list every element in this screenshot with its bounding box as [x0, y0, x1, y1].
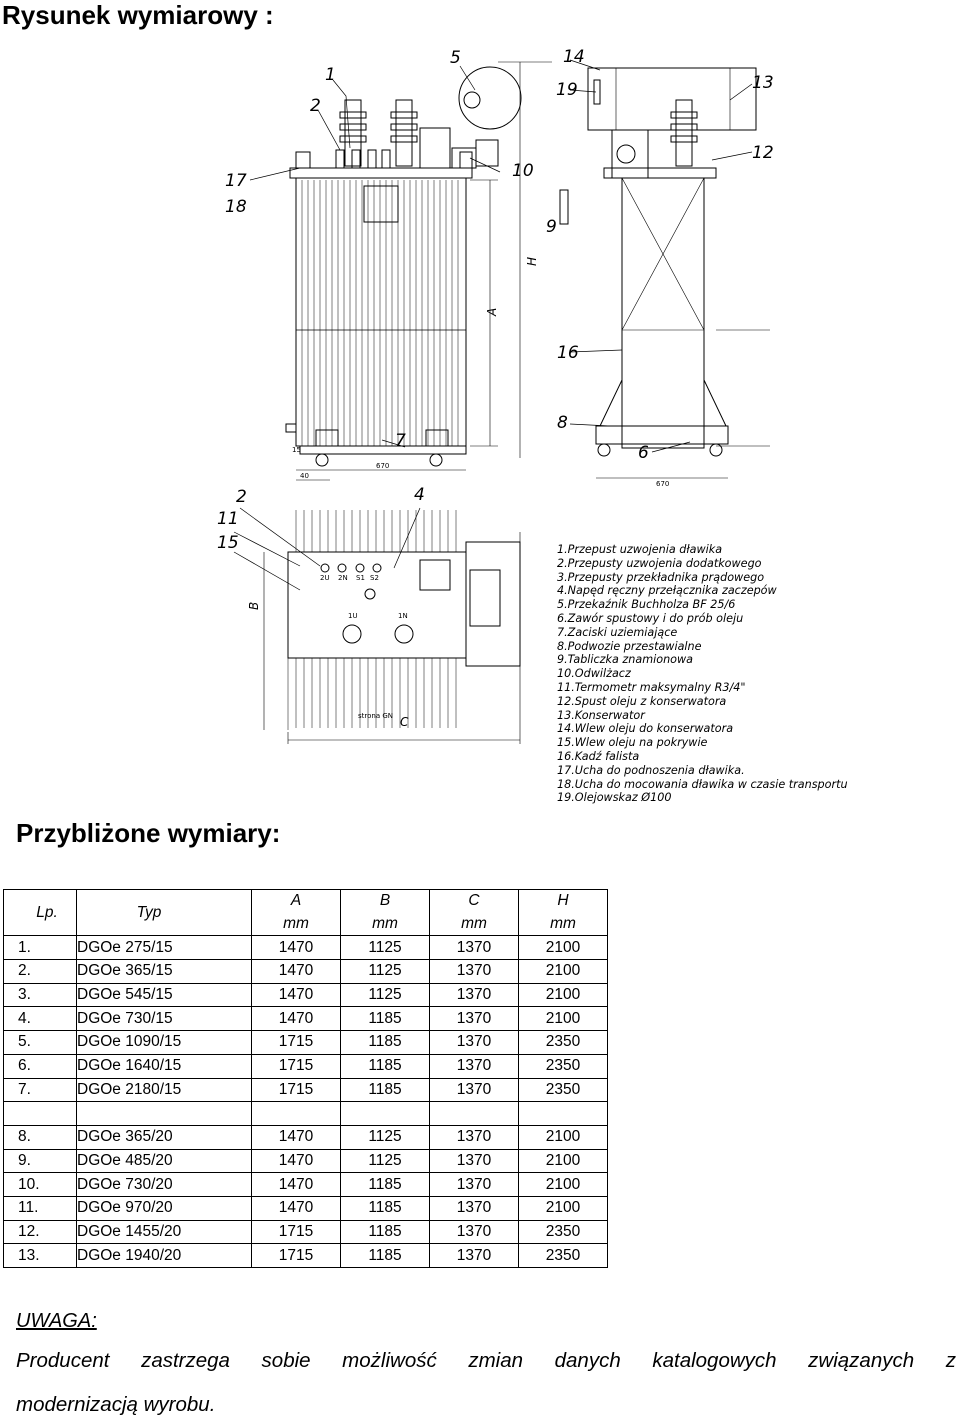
callout-11: 11 [217, 509, 239, 529]
cell-c: 1370 [430, 1149, 519, 1173]
unit-c: mm [430, 913, 519, 936]
legend-item: 6.Zawór spustowy i do prób oleju [557, 611, 744, 625]
tank-body-side [622, 178, 704, 448]
callout-9: 9 [546, 217, 557, 237]
terminal-2n: 2N [338, 574, 348, 582]
note-line-1: Producent zastrzega sobie możliwość zmian danych katalogowych związanych z [16, 1349, 956, 1372]
legend-item: 12.Spust oleju z konserwatora [557, 694, 727, 708]
callout-18: 18 [225, 197, 247, 217]
cell-c: 1370 [430, 1125, 519, 1149]
callout-5: 5 [450, 48, 461, 68]
cell-typ: DGOe 1940/20 [77, 1244, 252, 1268]
cell-b: 1185 [341, 1054, 430, 1078]
dimensions-heading: Przybliżone wymiary: [16, 818, 281, 848]
legend-item: 1.Przepust uzwojenia dławika [557, 543, 723, 556]
spacer-cell [77, 1102, 252, 1126]
cell-h: 2350 [519, 1220, 608, 1244]
cell-h: 2100 [519, 1149, 608, 1173]
dim-15: 15 [292, 446, 301, 454]
cell-h: 2350 [519, 1244, 608, 1268]
cell-h: 2350 [519, 1078, 608, 1102]
callout-15: 15 [217, 533, 239, 553]
cell-typ: DGOe 1090/15 [77, 1031, 252, 1055]
terminal-s1: S1 [356, 574, 365, 582]
dim-b: B [247, 601, 261, 610]
spacer-cell [341, 1102, 430, 1126]
legend-item: 7.Zaciski uziemiające [557, 625, 678, 639]
table-row [4, 1173, 608, 1197]
unit-b: mm [341, 913, 430, 936]
cell-a: 1470 [252, 1173, 341, 1197]
cell-b: 1185 [341, 1196, 430, 1220]
cell-h: 2100 [519, 1196, 608, 1220]
cell-a: 1470 [252, 1007, 341, 1031]
legend-item: 3.Przepusty przekładnika prądowego [557, 570, 765, 584]
cell-a: 1470 [252, 1125, 341, 1149]
unit-a: mm [252, 913, 341, 936]
page-title: Rysunek wymiarowy : [2, 0, 274, 30]
cell-a: 1715 [252, 1054, 341, 1078]
cell-c: 1370 [430, 1078, 519, 1102]
cell-lp: 8. [4, 1125, 77, 1149]
callout-16: 16 [557, 343, 579, 363]
callout-12: 12 [752, 143, 774, 163]
callout-19: 19 [556, 80, 578, 100]
cell-typ: DGOe 365/15 [77, 960, 252, 984]
terminal-1n: 1N [398, 612, 408, 620]
cell-h: 2100 [519, 983, 608, 1007]
table-row [4, 1031, 608, 1055]
dim-a: A [485, 307, 499, 316]
cell-lp: 1. [4, 936, 77, 960]
callout-2b: 2 [236, 487, 247, 507]
cell-b: 1185 [341, 1007, 430, 1031]
cell-typ: DGOe 485/20 [77, 1149, 252, 1173]
cell-typ: DGOe 970/20 [77, 1196, 252, 1220]
cell-typ: DGOe 275/15 [77, 936, 252, 960]
label-strona-gn: strona GN [358, 712, 394, 720]
cell-h: 2350 [519, 1031, 608, 1055]
cell-b: 1185 [341, 1220, 430, 1244]
cell-c: 1370 [430, 1196, 519, 1220]
table-row [4, 1125, 608, 1149]
table-row [4, 1054, 608, 1078]
cell-c: 1370 [430, 1007, 519, 1031]
legend-item: 19.Olejowskaz Ø100 [557, 791, 672, 805]
cell-b: 1125 [341, 960, 430, 984]
cell-h: 2100 [519, 1173, 608, 1197]
cell-a: 1715 [252, 1078, 341, 1102]
cell-b: 1185 [341, 1078, 430, 1102]
spacer-cell [430, 1102, 519, 1126]
table-header-row [4, 890, 608, 913]
cell-b: 1125 [341, 936, 430, 960]
tank-body-front [296, 178, 466, 446]
cell-typ: DGOe 730/20 [77, 1173, 252, 1197]
table-row [4, 1220, 608, 1244]
legend-item: 16.Kadź falista [557, 749, 640, 763]
cell-b: 1185 [341, 1173, 430, 1197]
spacer-cell [4, 1102, 77, 1126]
cell-typ: DGOe 730/15 [77, 1007, 252, 1031]
table-row [4, 960, 608, 984]
table-row [4, 1196, 608, 1220]
header-h: H [519, 890, 608, 913]
callout-8: 8 [557, 413, 568, 433]
cell-b: 1125 [341, 1149, 430, 1173]
cell-lp: 2. [4, 960, 77, 984]
dim-670-front: 670 [376, 462, 390, 470]
cell-c: 1370 [430, 1173, 519, 1197]
cell-typ: DGOe 365/20 [77, 1125, 252, 1149]
cell-lp: 5. [4, 1031, 77, 1055]
tank-plan [288, 552, 466, 658]
table-spacer-row [4, 1102, 608, 1126]
table-row [4, 936, 608, 960]
cell-a: 1470 [252, 936, 341, 960]
cell-typ: DGOe 545/15 [77, 983, 252, 1007]
callout-2: 2 [310, 96, 321, 116]
cell-a: 1470 [252, 1149, 341, 1173]
header-c: C [430, 890, 519, 913]
dim-c: C [400, 715, 409, 729]
legend-item: 11.Termometr maksymalny R3/4" [557, 680, 746, 694]
cell-b: 1125 [341, 1125, 430, 1149]
spacer-cell [519, 1102, 608, 1126]
callout-13: 13 [752, 73, 774, 93]
cell-lp: 4. [4, 1007, 77, 1031]
unit-h: mm [519, 913, 608, 936]
cell-a: 1470 [252, 1196, 341, 1220]
cell-h: 2100 [519, 960, 608, 984]
legend-item: 14.Wlew oleju do konserwatora [557, 722, 734, 736]
terminal-s2: S2 [370, 574, 379, 582]
dim-670-side: 670 [656, 480, 670, 488]
header-lp: Lp. [4, 890, 77, 936]
cell-lp: 9. [4, 1149, 77, 1173]
legend-item: 2.Przepusty uzwojenia dodatkowego [557, 556, 762, 570]
cell-c: 1370 [430, 1220, 519, 1244]
cell-typ: DGOe 1455/20 [77, 1220, 252, 1244]
bushings-front [296, 100, 472, 168]
cell-h: 2100 [519, 936, 608, 960]
conservator-front [459, 67, 521, 129]
cell-a: 1470 [252, 983, 341, 1007]
cell-c: 1370 [430, 983, 519, 1007]
table-row [4, 1149, 608, 1173]
callout-4: 4 [414, 485, 425, 505]
header-typ: Typ [77, 890, 252, 936]
cell-c: 1370 [430, 936, 519, 960]
terminal-1u: 1U [348, 612, 358, 620]
callout-14: 14 [563, 47, 585, 67]
cell-lp: 7. [4, 1078, 77, 1102]
cell-a: 1715 [252, 1220, 341, 1244]
cell-a: 1715 [252, 1031, 341, 1055]
legend-item: 18.Ucha do mocowania dławika w czasie transportu [557, 777, 848, 791]
legend-item: 10.Odwilżacz [557, 667, 631, 681]
legend-item: 17.Ucha do podnoszenia dławika. [557, 763, 745, 777]
cell-h: 2100 [519, 1125, 608, 1149]
spacer-cell [252, 1102, 341, 1126]
cell-b: 1185 [341, 1244, 430, 1268]
cell-a: 1715 [252, 1244, 341, 1268]
cell-lp: 3. [4, 983, 77, 1007]
table-row [4, 1007, 608, 1031]
legend-item: 13.Konserwator [557, 708, 645, 722]
dimensions-table [3, 889, 608, 1268]
note-line-2: modernizacją wyrobu. [16, 1393, 216, 1416]
cell-a: 1470 [252, 960, 341, 984]
callout-17: 17 [225, 171, 247, 191]
callout-1: 1 [325, 65, 336, 85]
dim-40: 40 [300, 472, 309, 480]
cell-typ: DGOe 2180/15 [77, 1078, 252, 1102]
cell-c: 1370 [430, 1031, 519, 1055]
table-row [4, 983, 608, 1007]
cell-c: 1370 [430, 1054, 519, 1078]
cell-h: 2350 [519, 1054, 608, 1078]
legend-item: 15.Wlew oleju na pokrywie [557, 736, 708, 750]
callout-6: 6 [638, 443, 649, 463]
cell-typ: DGOe 1640/15 [77, 1054, 252, 1078]
callout-7: 7 [395, 431, 406, 451]
parts-legend [557, 543, 848, 805]
cell-c: 1370 [430, 960, 519, 984]
table-row [4, 1244, 608, 1268]
callout-10: 10 [512, 161, 534, 181]
cell-lp: 6. [4, 1054, 77, 1078]
cell-lp: 13. [4, 1244, 77, 1268]
cell-h: 2100 [519, 1007, 608, 1031]
legend-item: 4.Napęd ręczny przełącznika zaczepów [557, 584, 777, 598]
note-label: UWAGA: [16, 1310, 97, 1332]
header-a: A [252, 890, 341, 913]
cell-lp: 11. [4, 1196, 77, 1220]
cell-c: 1370 [430, 1244, 519, 1268]
cell-lp: 12. [4, 1220, 77, 1244]
cell-lp: 10. [4, 1173, 77, 1197]
terminal-2u: 2U [320, 574, 330, 582]
note-text [16, 1339, 956, 1427]
table-row [4, 1078, 608, 1102]
legend-item: 5.Przekaźnik Buchholza BF 25/6 [557, 598, 736, 612]
cell-b: 1125 [341, 983, 430, 1007]
legend-item: 8.Podwozie przestawialne [557, 639, 702, 653]
cell-b: 1185 [341, 1031, 430, 1055]
legend-item: 9.Tabliczka znamionowa [557, 653, 694, 667]
header-b: B [341, 890, 430, 913]
dim-h: H [525, 256, 539, 266]
